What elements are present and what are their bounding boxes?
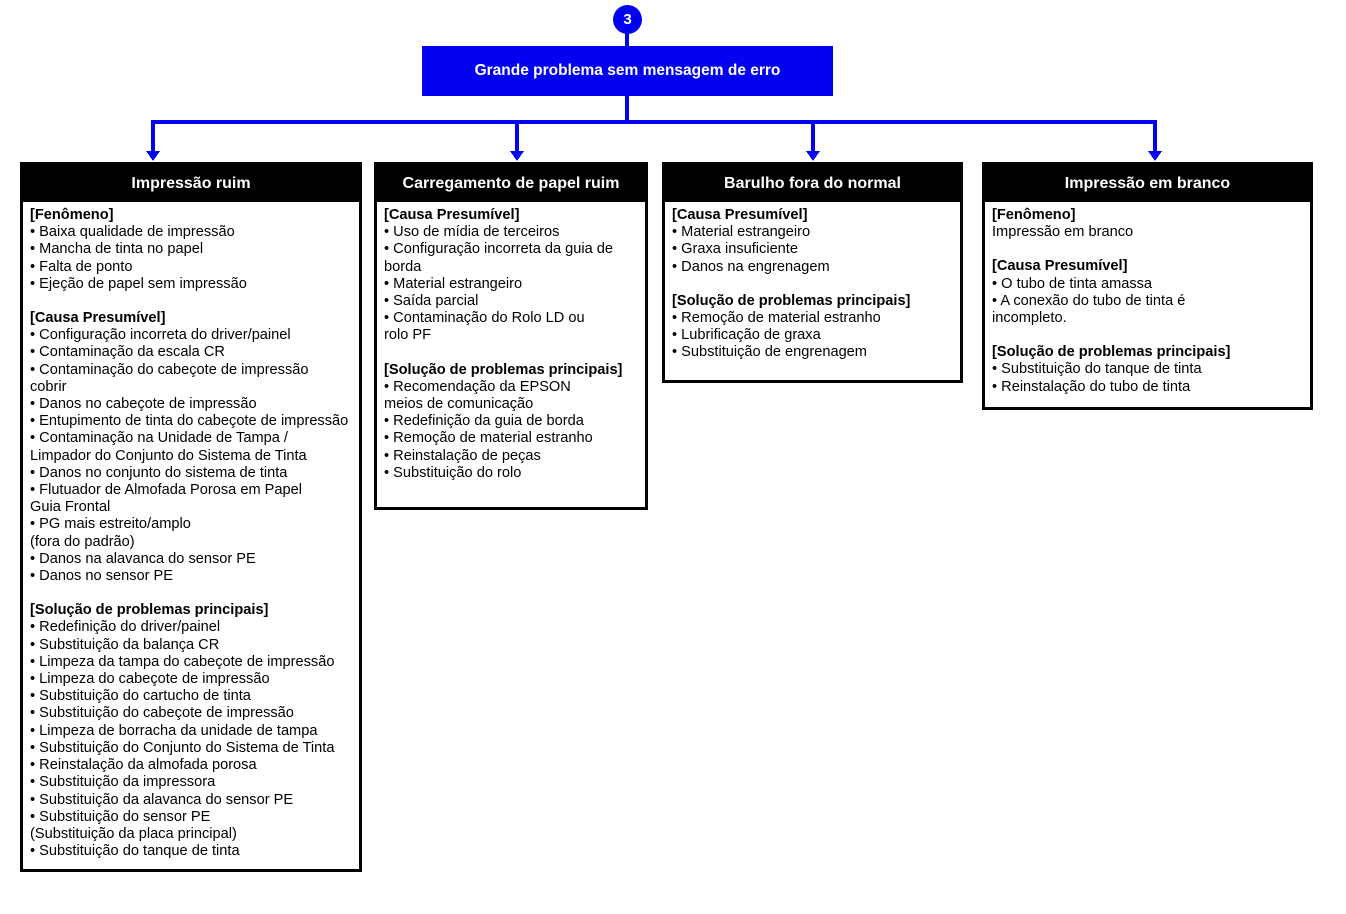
section-line: • Saída parcial: [384, 293, 479, 310]
section-line: • A conexão do tubo de tinta é: [992, 292, 1186, 309]
section-line: • Material estrangeiro: [384, 275, 523, 292]
category-box-title: Carregamento de papel ruim: [377, 165, 645, 202]
section-line: • Lubrificação de graxa: [672, 327, 821, 344]
section-line: • Baixa qualidade de impressão: [30, 224, 235, 241]
section: [672, 207, 957, 276]
category-box-body: [377, 202, 645, 482]
section: [992, 258, 1307, 327]
section-line: • Flutuador de Almofada Porosa em Papel: [30, 482, 303, 499]
section-line: • Substituição da balança CR: [30, 636, 220, 653]
section-heading: [Solução de problemas principais]: [384, 361, 623, 378]
section-line: (Substituição da placa principal): [30, 825, 237, 842]
section-line: • Substituição da alavanca do sensor PE: [30, 791, 294, 808]
category-box-barulho: [662, 162, 963, 383]
section-line: • Substituição do sensor PE: [30, 808, 211, 825]
section-line: borda: [384, 258, 422, 275]
section-line: • Limpeza do cabeçote de impressão: [30, 671, 270, 688]
section-line: rolo PF: [384, 327, 432, 344]
category-box-body: [985, 202, 1310, 396]
section: [672, 293, 957, 362]
category-box-body: [23, 202, 359, 860]
section: [384, 362, 642, 482]
section-line: meios de comunicação: [384, 396, 534, 413]
section-line: • Substituição da impressora: [30, 774, 216, 791]
section-line: • Configuração incorreta do driver/painel: [30, 327, 291, 344]
section-line: • Limpeza de borracha da unidade de tampa: [30, 722, 318, 739]
section-line: • Danos na alavanca do sensor PE: [30, 550, 256, 567]
category-box-carregamento-papel: [374, 162, 648, 510]
category-box-title: Barulho fora do normal: [665, 165, 960, 202]
arrow-down-icon: [146, 151, 160, 161]
section-line: Limpador do Conjunto do Sistema de Tinta: [30, 447, 307, 464]
section-line: • O tubo de tinta amassa: [992, 275, 1153, 292]
section-line: • Contaminação na Unidade de Tampa /: [30, 430, 288, 447]
section-line: • Substituição de engrenagem: [672, 344, 867, 361]
category-box-title: Impressão ruim: [23, 165, 359, 202]
section-heading: [Solução de problemas principais]: [672, 292, 911, 309]
section-line: • Configuração incorreta da guia de: [384, 241, 614, 258]
section: [992, 207, 1307, 241]
section-line: • Substituição do rolo: [384, 464, 522, 481]
section-line: • Mancha de tinta no papel: [30, 241, 204, 258]
section-line: • Contaminação da escala CR: [30, 344, 225, 361]
category-box-impressao-branco: [982, 162, 1313, 410]
section: [992, 344, 1307, 396]
section: [30, 310, 356, 585]
section-heading: [Fenômeno]: [30, 207, 114, 223]
section-line: • Reinstalação de peças: [384, 447, 541, 464]
section-line: • Contaminação do cabeçote de impressão: [30, 361, 309, 378]
section-line: • Substituição do cartucho de tinta: [30, 688, 251, 705]
section-line: • Reinstalação da almofada porosa: [30, 757, 257, 774]
section-line: • Danos no sensor PE: [30, 568, 174, 585]
section-heading: [Causa Presumível]: [30, 310, 166, 327]
section-line: • Remoção de material estranho: [672, 310, 881, 327]
section-line: • Remoção de material estranho: [384, 430, 593, 447]
section-line: cobrir: [30, 378, 67, 395]
section-line: • Recomendação da EPSON: [384, 378, 571, 395]
root-problem-box: [422, 46, 833, 96]
step-badge-number: 3: [623, 11, 632, 28]
section-heading: [Fenômeno]: [992, 207, 1076, 223]
section-line: incompleto.: [992, 310, 1067, 327]
step-badge: [613, 5, 642, 34]
category-box-title: Impressão em branco: [985, 165, 1310, 202]
section-line: Guia Frontal: [30, 499, 111, 516]
root-problem-title: Grande problema sem mensagem de erro: [474, 62, 781, 79]
section-line: • Entupimento de tinta do cabeçote de impressão: [30, 413, 349, 430]
section-line: • PG mais estreito/amplo: [30, 516, 191, 533]
section-line: • Uso de mídia de terceiros: [384, 224, 560, 241]
section-line: • Limpeza da tampa do cabeçote de impressão: [30, 653, 335, 670]
section-line: • Substituição do cabeçote de impressão: [30, 705, 294, 722]
section-heading: [Causa Presumível]: [672, 207, 808, 223]
section-line: • Graxa insuficiente: [672, 241, 798, 258]
section-line: Impressão em branco: [992, 224, 1134, 241]
section-line: • Reinstalação do tubo de tinta: [992, 378, 1191, 395]
section-heading: [Solução de problemas principais]: [992, 344, 1231, 361]
section-heading: [Causa Presumível]: [992, 258, 1128, 275]
section: [384, 207, 642, 345]
section-line: (fora do padrão): [30, 533, 135, 550]
category-box-body: [665, 202, 960, 362]
section: [30, 602, 356, 860]
section-line: • Falta de ponto: [30, 258, 133, 275]
section-line: • Contaminação do Rolo LD ou: [384, 310, 585, 327]
section-line: • Ejeção de papel sem impressão: [30, 275, 247, 292]
arrow-down-icon: [510, 151, 524, 161]
section-line: • Redefinição do driver/painel: [30, 619, 221, 636]
section-line: • Substituição do tanque de tinta: [30, 843, 240, 860]
section-heading: [Causa Presumível]: [384, 207, 520, 223]
section-line: • Substituição do tanque de tinta: [992, 361, 1202, 378]
category-box-impressao-ruim: [20, 162, 362, 872]
arrow-down-icon: [806, 151, 820, 161]
section-line: • Danos na engrenagem: [672, 258, 830, 275]
section-line: • Redefinição da guia de borda: [384, 413, 584, 430]
section-heading: [Solução de problemas principais]: [30, 602, 269, 619]
section-line: • Danos no conjunto do sistema de tinta: [30, 464, 288, 481]
section-line: • Substituição do Conjunto do Sistema de Tinta: [30, 739, 335, 756]
section-line: • Danos no cabeçote de impressão: [30, 396, 257, 413]
section-line: • Material estrangeiro: [672, 224, 811, 241]
section: [30, 207, 356, 293]
arrow-down-icon: [1148, 151, 1162, 161]
